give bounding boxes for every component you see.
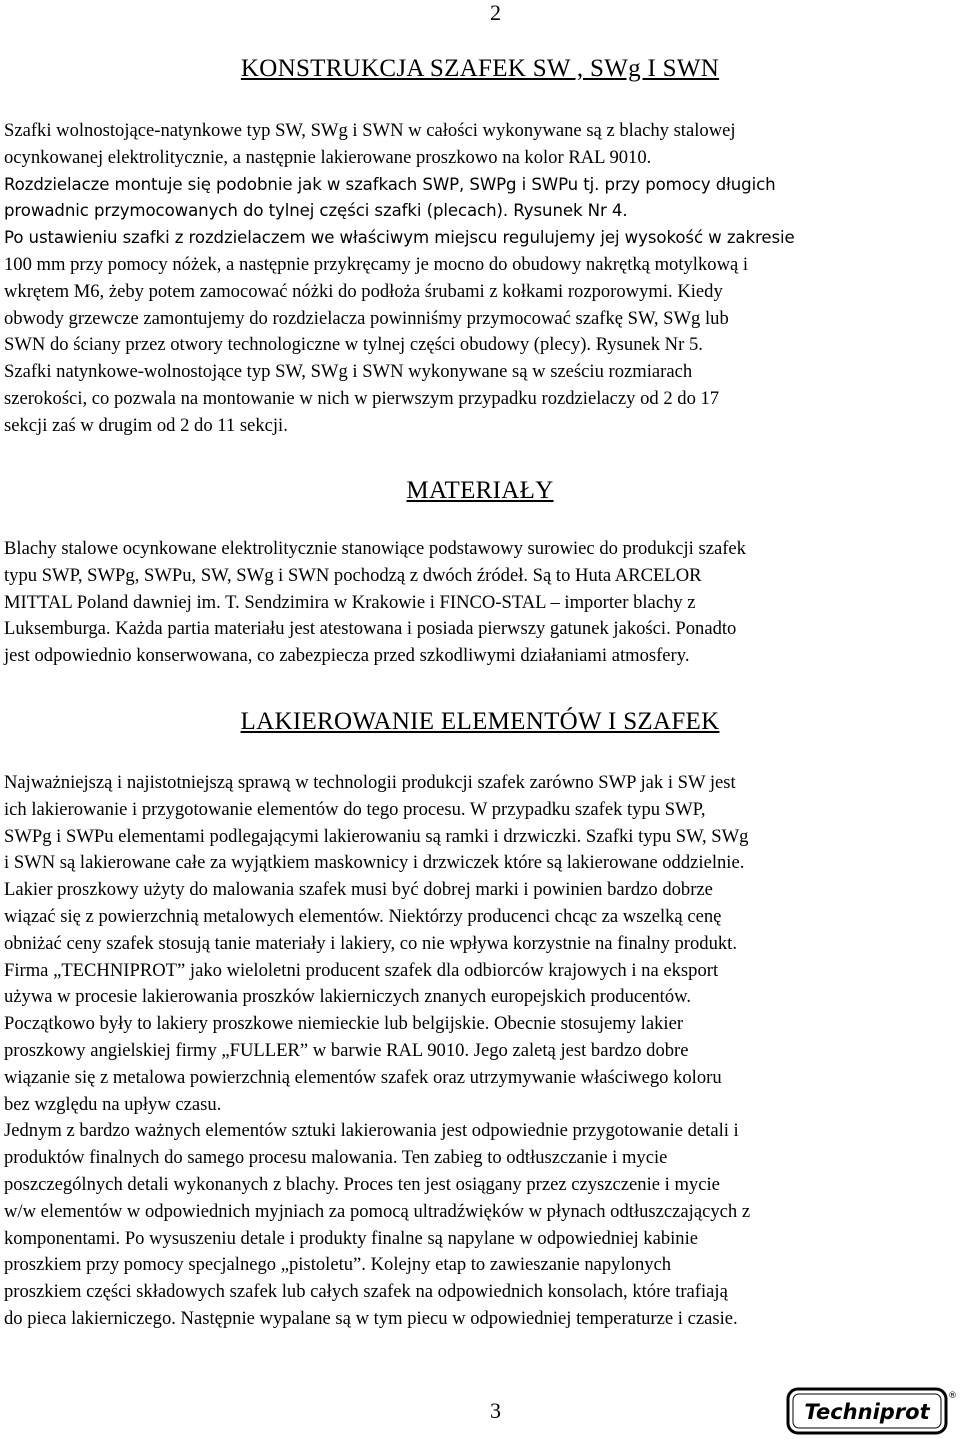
paragraph-construction	[4, 118, 956, 440]
text-line: ich lakierowanie i przygotowanie elementów do tego procesu. W przypadku szafek typu SWP,	[4, 798, 706, 820]
text-line: Szafki wolnostojące-natynkowe typ SW, SWg i SWN w całości wykonywane są z blachy stalowej	[4, 120, 736, 141]
text-line: Najważniejszą i najistotniejszą sprawą w technologii produkcji szafek zarówno SWP jak i SW jest	[4, 772, 736, 793]
logo-graphic	[785, 1386, 955, 1440]
paragraph-painting	[4, 770, 956, 1333]
text-line: proszkowy angielskiej firmy „FULLER” w barwie RAL 9010. Jego zaletą jest bardzo dobre	[4, 1039, 689, 1061]
text-line: Luksemburga. Każda partia materiału jest atestowana i posiada pierwszy gatunek jakości. Ponadto	[4, 618, 737, 640]
section-title-materials: MATERIAŁY	[406, 477, 554, 504]
text-line: do pieca lakierniczego. Następnie wypalane są w tym piecu w odpowiedniej temperaturze i czasie.	[4, 1307, 738, 1329]
text-line: obniżać ceny szafek stosują tanie materiały i lakiery, co nie wpływa korzystnie na finalny produkt.	[4, 932, 737, 954]
text-line: Po ustawieniu szafki z rozdzielaczem we właściwym miejscu regulujemy jej wysokość w zakresie	[4, 228, 795, 248]
registered-mark: ®	[948, 1391, 957, 1401]
paragraph-materials	[4, 536, 956, 670]
text-line: MITTAL Poland dawniej im. T. Sendzimira w Krakowie i FINCO-STAL – importer blachy z	[4, 591, 696, 613]
text-line: poszczególnych detali wykonanych z blachy. Proces ten jest osiągany przez czyszczenie i mycie	[4, 1173, 720, 1195]
text-line: Lakier proszkowy użyty do malowania szafek musi być dobrej marki i powinien bardzo dobrze	[4, 879, 713, 901]
text-line: wiązanie się z metalowa powierzchnią elementów szafek oraz utrzymywanie właściwego koloru	[4, 1066, 722, 1088]
text-line: Rozdzielacze montuje się podobnie jak w szafkach SWP, SWPg i SWPu tj. przy pomocy długich	[4, 174, 776, 194]
techniprot-logo	[785, 1386, 955, 1440]
page-number-top: 2	[490, 0, 501, 25]
text-line: Szafki natynkowe-wolnostojące typ SW, SWg i SWN wykonywane są w sześciu rozmiarach	[4, 361, 693, 383]
text-line: SWN do ściany przez otwory technologiczne w tylnej części obudowy (plecy). Rysunek Nr 5.	[4, 334, 703, 356]
text-line: SWPg i SWPu elementami podlegającymi lakierowaniu są ramki i drzwiczki. Szafki typu SW, SWg	[4, 825, 749, 847]
text-line: Firma „TECHNIPROT” jako wieloletni producent szafek dla odbiorców krajowych i na eksport	[4, 959, 719, 981]
text-line: Jednym z bardzo ważnych elementów sztuki lakierowania jest odpowiednie przygotowanie detali i	[4, 1120, 739, 1142]
text-line: ocynkowanej elektrolitycznie, a następnie lakierowane proszkowo na kolor RAL 9010.	[4, 146, 652, 168]
text-line: i SWN są lakierowane całe za wyjątkiem maskownicy i drzwiczek które są lakierowane oddzielnie.	[4, 852, 745, 874]
text-line: bez względu na upływ czasu.	[4, 1093, 222, 1115]
text-line: wiązać się z powierzchnią metalowych elementów. Niektórzy producenci chcąc za wszelką cenę	[4, 905, 722, 927]
text-line: 100 mm przy pomocy nóżek, a następnie przykręcamy je mocno do obudowy nakrętką motylkową i	[4, 253, 749, 275]
text-line: Początkowo były to lakiery proszkowe niemieckie lub belgijskie. Obecnie stosujemy lakier	[4, 1013, 684, 1035]
text-line: jest odpowiednio konserwowana, co zabezpiecza przed szkodliwymi działaniami atmosfery.	[4, 645, 690, 667]
section-title-construction: KONSTRUKCJA SZAFEK SW , SWg I SWN	[240, 55, 720, 82]
text-line: komponentami. Po wysuszeniu detale i produkty finalne są napylane w odpowiedniej kabinie	[4, 1227, 699, 1249]
text-line: wkrętem M6, żeby potem zamocować nóżki do podłoża śrubami z kołkami rozporowymi. Kiedy	[4, 280, 723, 302]
text-line: obwody grzewcze zamontujemy do rozdzielacza powinniśmy przymocować szafkę SW, SWg lub	[4, 307, 729, 329]
text-line: produktów finalnych do samego procesu malowania. Ten zabieg to odtłuszczanie i mycie	[4, 1147, 668, 1169]
text-line: szerokości, co pozwala na montowanie w nich w pierwszym przypadku rozdzielaczy od 2 do 17	[4, 387, 720, 409]
text-line: proszkiem przy pomocy specjalnego „pistoletu”. Kolejny etap to zawieszanie napylonych	[4, 1254, 672, 1276]
text-line: sekcji zaś w drugim od 2 do 11 sekcji.	[4, 414, 288, 436]
section-title-painting: LAKIEROWANIE ELEMENTÓW I SZAFEK	[240, 708, 720, 735]
page-number-bottom: 3	[490, 1398, 501, 1423]
text-line: używa w procesie lakierowania proszków lakierniczych znanych europejskich producentów.	[4, 986, 692, 1008]
text-line: prowadnic przymocowanych do tylnej części szafki (plecach). Rysunek Nr 4.	[4, 201, 628, 221]
text-line: w/w elementów w odpowiednich myjniach za pomocą ultradźwięków w płynach odtłuszczających z	[4, 1200, 751, 1222]
logo-text: Techniprot	[804, 1400, 930, 1424]
text-line: typu SWP, SWPg, SWPu, SW, SWg i SWN pochodzą z dwóch źródeł. Są to Huta ARCELOR	[4, 564, 702, 586]
text-line: proszkiem części składowych szafek lub całych szafek na odpowiednich konsolach, które trafiają	[4, 1281, 728, 1303]
text-line: Blachy stalowe ocynkowane elektrolitycznie stanowiące podstawowy surowiec do produkcji szafek	[4, 538, 746, 559]
